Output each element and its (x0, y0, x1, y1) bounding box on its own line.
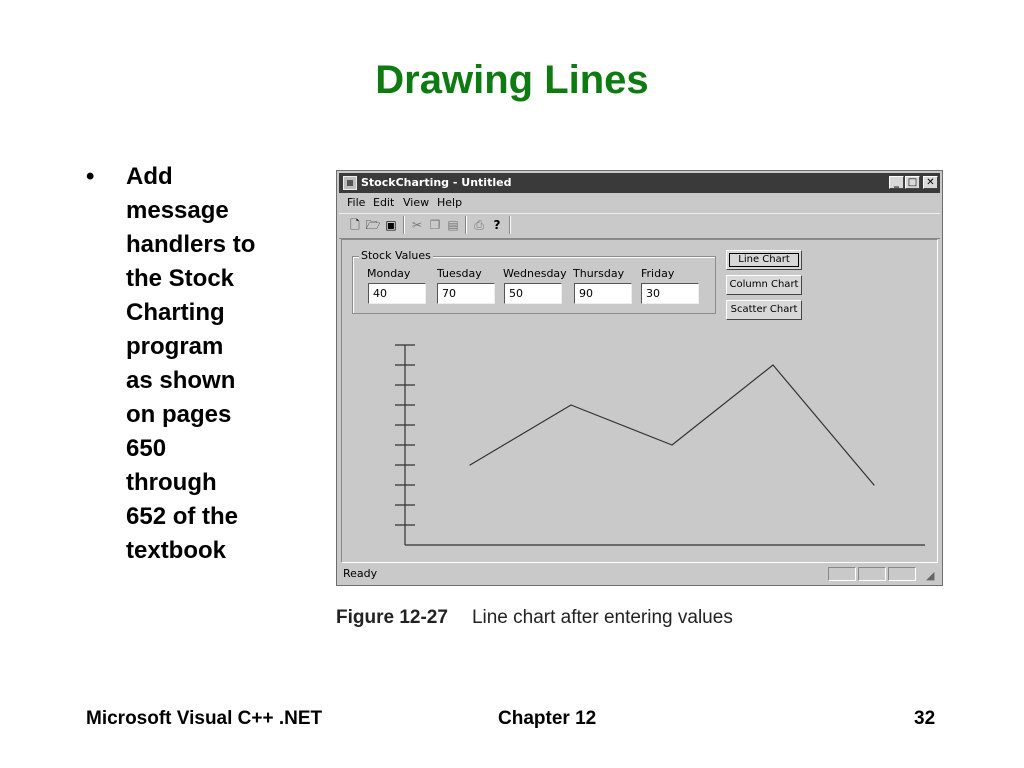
menu-bar (339, 194, 940, 212)
wednesday-field[interactable]: 50 (504, 283, 562, 304)
app-icon[interactable] (343, 176, 357, 190)
toolbar-separator (509, 216, 511, 234)
status-pane (828, 567, 856, 581)
figure-caption (336, 607, 733, 629)
client-area (341, 239, 938, 563)
toolbar (339, 213, 940, 239)
bullet-line: handlers to (126, 231, 256, 258)
menu-help[interactable]: Help (437, 196, 463, 209)
status-bar (339, 565, 940, 583)
footer-chapter: Chapter 12 (498, 708, 597, 729)
minimize-button[interactable]: _ (889, 176, 904, 189)
group-label: Stock Values (361, 249, 431, 262)
friday-label: Friday (641, 267, 675, 280)
line-segment (773, 365, 874, 485)
thursday-label: Thursday (573, 267, 625, 280)
caption-text: Line chart after entering values (471, 607, 733, 628)
line-chart (342, 240, 939, 564)
data-point (873, 484, 874, 485)
bullet-line: textbook (126, 537, 227, 564)
bullet-line: Add (126, 163, 173, 190)
bullet-line: 650 (126, 435, 167, 462)
monday-label: Monday (367, 267, 411, 280)
bullet-line: the Stock (126, 265, 235, 292)
line-segment (470, 405, 571, 465)
bullet-line: through (126, 469, 217, 496)
save-icon[interactable]: ▣ (385, 218, 397, 232)
line-segment (672, 365, 773, 445)
toolbar-separator (465, 216, 467, 234)
status-pane (888, 567, 916, 581)
close-button[interactable]: ✕ (923, 176, 938, 189)
data-point (570, 404, 571, 405)
data-point (671, 444, 672, 445)
menu-view[interactable]: View (403, 196, 430, 209)
monday-field[interactable]: 40 (368, 283, 426, 304)
scatter-chart-button[interactable]: Scatter Chart (726, 300, 802, 320)
thursday-field[interactable]: 90 (574, 283, 632, 304)
bullet-line: 652 of the (126, 503, 239, 530)
friday-field[interactable]: 30 (641, 283, 699, 304)
maximize-button[interactable]: □ (905, 176, 920, 189)
new-icon[interactable]: 🗋 (350, 218, 360, 232)
open-icon[interactable]: 🗁 (365, 218, 381, 232)
column-chart-button[interactable]: Column Chart (726, 275, 802, 295)
cut-icon[interactable]: ✂ (411, 218, 423, 232)
tuesday-field[interactable]: 70 (437, 283, 495, 304)
bullet-line: program (126, 333, 224, 360)
bullet-line: on pages (126, 401, 232, 428)
status-text: Ready (343, 567, 378, 580)
data-point (772, 364, 773, 365)
figure-number: Figure 12-27 (336, 607, 448, 628)
footer-page-number: 32 (914, 708, 936, 729)
window-title: StockCharting - Untitled (361, 176, 512, 189)
footer-course: Microsoft Visual C++ .NET (86, 708, 323, 729)
bullet-line: message (126, 197, 229, 224)
data-point (469, 464, 470, 465)
menu-file[interactable]: File (347, 196, 366, 209)
print-icon[interactable]: ⎙ (474, 218, 484, 232)
help-icon[interactable]: ? (493, 218, 501, 232)
bullet-text (126, 160, 296, 568)
bullet-symbol: • (86, 163, 95, 190)
menu-edit[interactable]: Edit (373, 196, 395, 209)
paste-icon[interactable]: ▤ (447, 218, 459, 232)
line-chart-button[interactable]: Line Chart (726, 250, 802, 270)
bullet-line: Charting (126, 299, 225, 326)
bullet-line: as shown (126, 367, 236, 394)
status-pane (858, 567, 886, 581)
copy-icon[interactable]: ❐ (429, 218, 441, 232)
slide-title: Drawing Lines (375, 58, 649, 102)
wednesday-label: Wednesday (503, 267, 567, 280)
resize-grip-icon[interactable]: ◢ (926, 569, 935, 582)
stockcharting-window (336, 170, 943, 586)
line-segment (571, 405, 672, 445)
toolbar-separator (403, 216, 405, 234)
window-titlebar[interactable] (339, 173, 940, 193)
tuesday-label: Tuesday (437, 267, 482, 280)
